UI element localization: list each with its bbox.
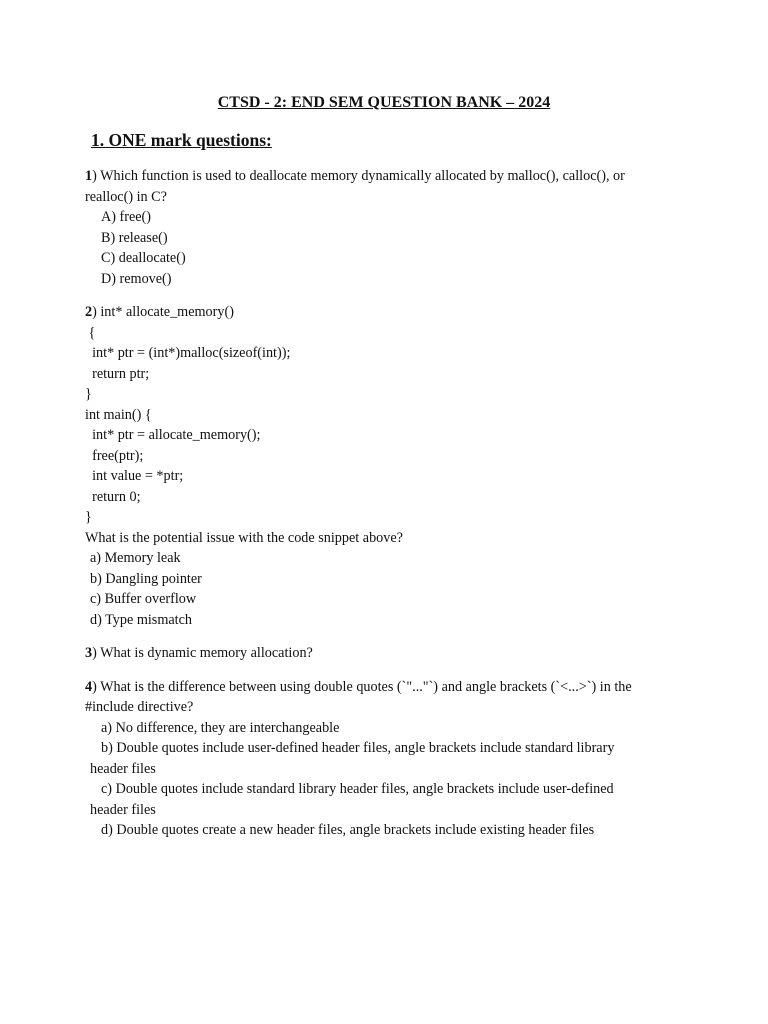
question-4-text-cont: #include directive? [85,699,194,715]
option-a: a) No difference, they are interchangeable [101,720,340,736]
question-3-text: 3) What is dynamic memory allocation? [85,645,313,661]
option-c: C) deallocate() [101,250,186,266]
question-number: 2 [85,304,93,320]
option-c: c) Double quotes include standard library header files, angle brackets include user-defined [101,781,614,797]
document-title: CTSD - 2: END SEM QUESTION BANK – 2024 [217,94,551,111]
option-a: a) Memory leak [90,550,181,566]
code-line: free(ptr); [85,448,144,464]
code-line: int* ptr = allocate_memory(); [85,427,261,443]
code-line: int* ptr = (int*)malloc(sizeof(int)); [85,345,291,361]
code-line: int value = *ptr; [85,468,184,484]
code-line: } [85,509,92,525]
section-heading: 1. ONE mark questions: [91,130,272,150]
code-line: return ptr; [85,366,150,382]
question-4-text: 4) What is the difference between using double quotes (`"..."`) and angle brackets (`<...>`) in the [85,679,632,695]
code-line: return 0; [85,489,141,505]
code-line: } [85,386,92,402]
option-b: B) release() [101,230,168,246]
code-line: int main() { [85,407,152,423]
option-a: A) free() [101,209,152,225]
code-line: 2) int* allocate_memory() [85,304,234,320]
option-d: d) Double quotes create a new header files, angle brackets include existing header files [101,822,595,838]
question-number: 3 [85,645,93,661]
question-1-text: 1) Which function is used to deallocate memory dynamically allocated by malloc(), calloc(), or [85,168,625,184]
code-line: { [85,325,96,341]
option-c-cont: header files [90,802,156,818]
option-b: b) Dangling pointer [90,571,202,587]
question-1-text-cont: realloc() in C? [85,189,167,205]
option-c: c) Buffer overflow [90,591,197,607]
option-b: b) Double quotes include user-defined header files, angle brackets include standard library [101,740,615,756]
question-number: 4 [85,679,93,695]
question-2-text: What is the potential issue with the code snippet above? [85,530,403,546]
option-d: d) Type mismatch [90,612,192,628]
question-number: 1 [85,168,93,184]
option-d: D) remove() [101,271,172,287]
option-b-cont: header files [90,761,156,777]
